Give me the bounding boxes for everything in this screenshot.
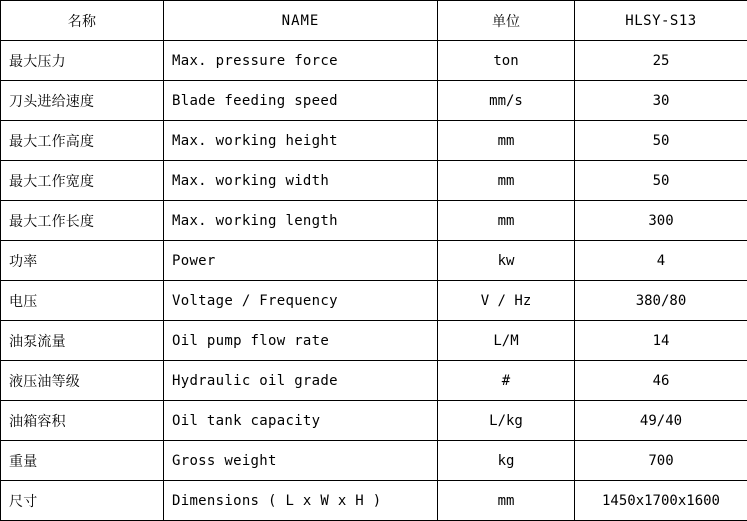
row-value: 49/40 [575, 401, 747, 441]
row-value: 25 [575, 41, 747, 81]
row-unit: mm [438, 121, 575, 161]
row-name-cn: 油泵流量 [1, 321, 164, 361]
row-name-en: Oil pump flow rate [164, 321, 438, 361]
row-value: 300 [575, 201, 747, 241]
row-name-en: Oil tank capacity [164, 401, 438, 441]
column-header-model: HLSY-S13 [575, 1, 747, 41]
row-name-en: Max. working width [164, 161, 438, 201]
row-name-en: Hydraulic oil grade [164, 361, 438, 401]
table-row [1, 201, 747, 241]
column-header-unit: 单位 [438, 1, 575, 41]
row-name-cn: 重量 [1, 441, 164, 481]
row-value: 50 [575, 121, 747, 161]
row-unit: # [438, 361, 575, 401]
table-row [1, 321, 747, 361]
row-unit: mm [438, 481, 575, 521]
table-header-row [1, 1, 747, 41]
row-name-cn: 液压油等级 [1, 361, 164, 401]
table-row [1, 401, 747, 441]
row-value: 700 [575, 441, 747, 481]
table-row [1, 281, 747, 321]
row-name-cn: 电压 [1, 281, 164, 321]
row-value: 50 [575, 161, 747, 201]
table-row [1, 481, 747, 521]
table-row [1, 121, 747, 161]
row-name-en: Max. pressure force [164, 41, 438, 81]
row-value: 46 [575, 361, 747, 401]
row-value: 1450x1700x1600 [575, 481, 747, 521]
row-name-cn: 油箱容积 [1, 401, 164, 441]
row-unit: mm/s [438, 81, 575, 121]
row-value: 30 [575, 81, 747, 121]
row-name-en: Voltage / Frequency [164, 281, 438, 321]
row-name-en: Power [164, 241, 438, 281]
row-name-en: Max. working height [164, 121, 438, 161]
row-name-cn: 功率 [1, 241, 164, 281]
row-unit: V / Hz [438, 281, 575, 321]
row-unit: L/kg [438, 401, 575, 441]
row-name-cn: 刀头进给速度 [1, 81, 164, 121]
table-row [1, 241, 747, 281]
row-value: 380/80 [575, 281, 747, 321]
row-value: 14 [575, 321, 747, 361]
table-row [1, 441, 747, 481]
table-row [1, 41, 747, 81]
column-header-name-en: NAME [164, 1, 438, 41]
column-header-name-cn: 名称 [1, 1, 164, 41]
row-unit: kg [438, 441, 575, 481]
row-unit: mm [438, 201, 575, 241]
row-name-cn: 最大压力 [1, 41, 164, 81]
row-name-en: Dimensions ( L x W x H ) [164, 481, 438, 521]
row-name-en: Gross weight [164, 441, 438, 481]
row-name-cn: 最大工作高度 [1, 121, 164, 161]
row-unit: ton [438, 41, 575, 81]
row-value: 4 [575, 241, 747, 281]
row-name-cn: 最大工作宽度 [1, 161, 164, 201]
row-name-cn: 最大工作长度 [1, 201, 164, 241]
row-name-en: Max. working length [164, 201, 438, 241]
row-unit: L/M [438, 321, 575, 361]
row-unit: mm [438, 161, 575, 201]
table-row [1, 361, 747, 401]
row-name-cn: 尺寸 [1, 481, 164, 521]
row-name-en: Blade feeding speed [164, 81, 438, 121]
table-row [1, 81, 747, 121]
table-row [1, 161, 747, 201]
row-unit: kw [438, 241, 575, 281]
table-body [1, 1, 747, 521]
